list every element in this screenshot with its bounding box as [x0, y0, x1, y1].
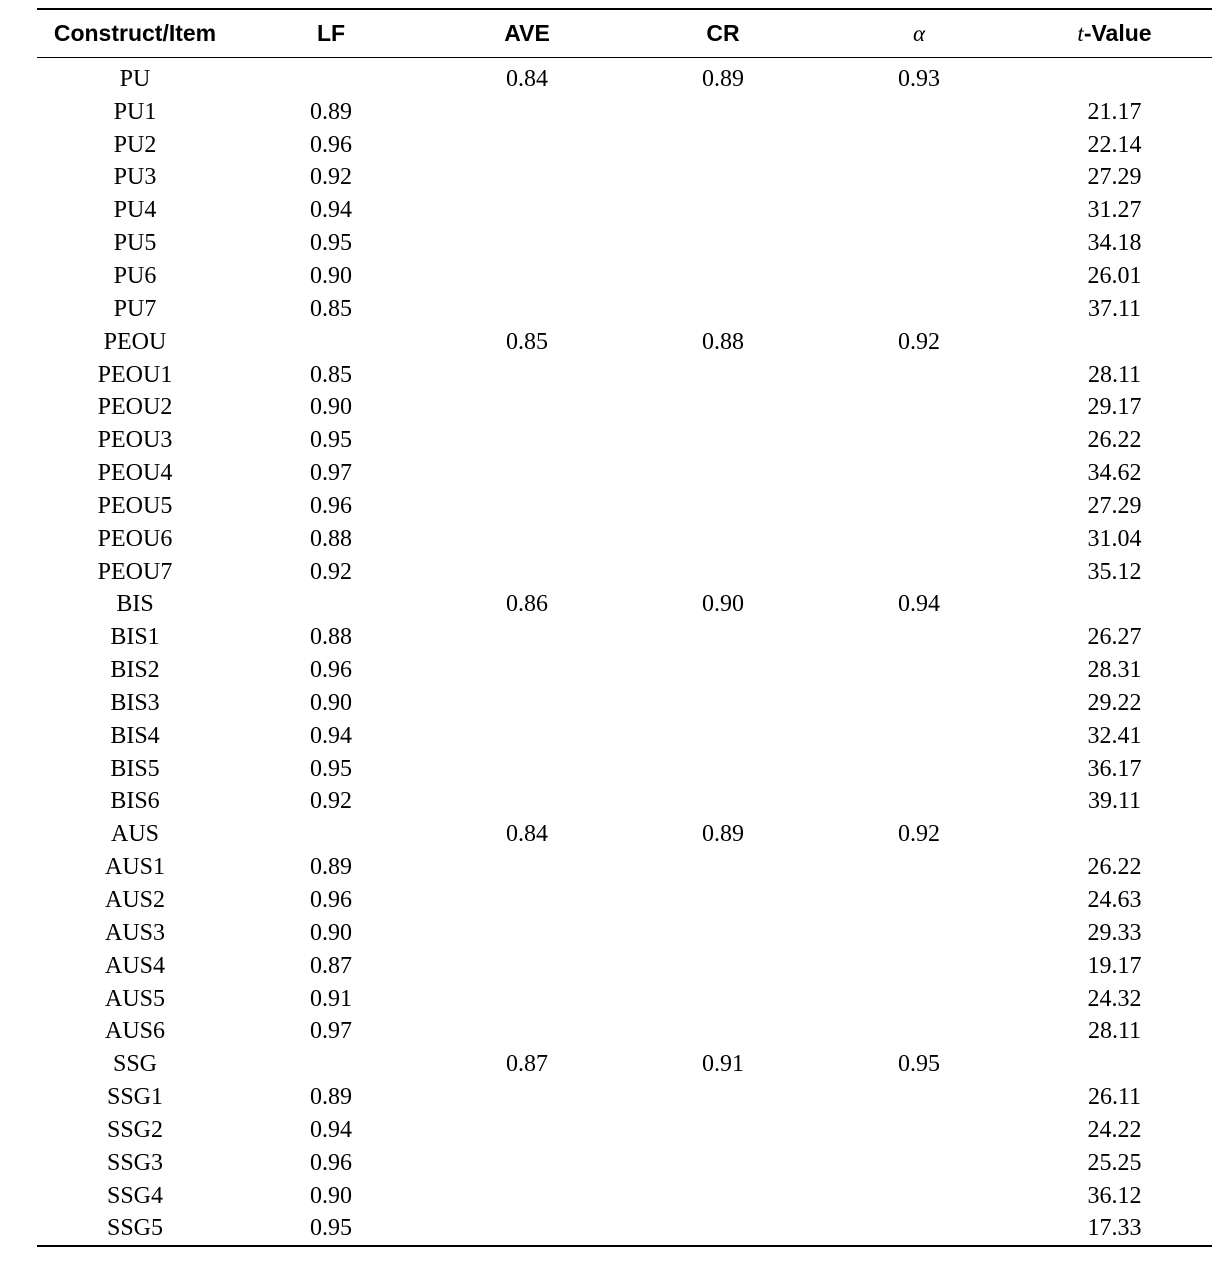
cell-ave [429, 983, 625, 1016]
table-row [37, 556, 1212, 589]
table-row [37, 326, 1212, 359]
header-row [37, 10, 1212, 57]
cell-alpha: 0.92 [898, 328, 940, 355]
table-row [37, 424, 1212, 457]
cell-alpha [821, 359, 1017, 392]
cell-cr [625, 720, 821, 753]
cell-construct: PEOU1 [97, 361, 173, 388]
cell-lf: 0.85 [310, 361, 352, 388]
cell-lf: 0.96 [310, 131, 352, 158]
cell-cr [625, 227, 821, 260]
header-alpha-symbol: α [912, 21, 926, 46]
cell-ave [429, 884, 625, 917]
table-row [37, 1213, 1212, 1246]
table-row [37, 950, 1212, 983]
cell-alpha [821, 523, 1017, 556]
header-cr: CR [706, 20, 740, 46]
cell-cr [625, 1213, 821, 1246]
cell-lf: 0.90 [310, 919, 352, 946]
cell-construct: PEOU7 [97, 558, 173, 585]
table-row [37, 391, 1212, 424]
cell-construct: SSG3 [106, 1149, 164, 1176]
cell-lf: 0.90 [310, 394, 352, 421]
table-row [37, 359, 1212, 392]
cell-t-value: 27.29 [1087, 164, 1142, 191]
table-row [37, 851, 1212, 884]
cell-alpha [821, 129, 1017, 162]
cell-alpha [821, 260, 1017, 293]
cell-ave [429, 1147, 625, 1180]
cell-lf: 0.91 [310, 985, 352, 1012]
cell-construct: AUS1 [104, 854, 165, 881]
cell-ave [429, 227, 625, 260]
cell-alpha [821, 654, 1017, 687]
cell-alpha [821, 391, 1017, 424]
cell-alpha [821, 1180, 1017, 1213]
cell-t-value: 36.17 [1087, 755, 1142, 782]
cell-construct: PU6 [113, 262, 157, 289]
cell-lf [233, 589, 429, 622]
cell-ave [429, 1114, 625, 1147]
table-row [37, 917, 1212, 950]
cell-construct: AUS5 [104, 985, 165, 1012]
cell-alpha [821, 687, 1017, 720]
cell-cr: 0.88 [702, 328, 744, 355]
cell-construct: SSG1 [106, 1084, 164, 1111]
table-row [37, 293, 1212, 326]
cell-ave [429, 621, 625, 654]
cell-lf: 0.96 [310, 492, 352, 519]
table-row [37, 753, 1212, 786]
cell-ave [429, 753, 625, 786]
cell-t-value: 36.12 [1087, 1182, 1142, 1209]
cell-alpha [821, 556, 1017, 589]
cell-t-value: 25.25 [1087, 1149, 1142, 1176]
cell-t-value: 31.04 [1087, 525, 1142, 552]
cell-lf: 0.85 [310, 295, 352, 322]
cell-lf: 0.89 [310, 1084, 352, 1111]
cell-lf: 0.95 [310, 427, 352, 454]
table-body [37, 58, 1212, 1245]
cell-construct: PU1 [113, 98, 157, 125]
cell-cr [625, 753, 821, 786]
cell-cr [625, 917, 821, 950]
cell-ave [429, 1180, 625, 1213]
table-row [37, 227, 1212, 260]
cell-t-value: 26.22 [1087, 854, 1142, 881]
cell-cr [625, 884, 821, 917]
cell-alpha [821, 1114, 1017, 1147]
cell-construct: SSG5 [106, 1215, 164, 1242]
cell-lf: 0.87 [310, 952, 352, 979]
cell-t-value: 39.11 [1087, 788, 1142, 815]
cell-alpha [821, 293, 1017, 326]
cell-ave [429, 391, 625, 424]
cell-alpha [821, 1081, 1017, 1114]
table-row [37, 1114, 1212, 1147]
cell-alpha: 0.95 [898, 1051, 940, 1078]
cell-ave: 0.84 [506, 821, 548, 848]
cell-construct: BIS6 [110, 788, 160, 815]
cell-construct: PEOU2 [97, 394, 173, 421]
cell-cr [625, 851, 821, 884]
cell-construct: PU2 [113, 131, 157, 158]
cell-cr [625, 162, 821, 195]
cell-cr [625, 1015, 821, 1048]
table-row [37, 129, 1212, 162]
cell-construct: PU4 [113, 197, 157, 224]
cell-lf [233, 326, 429, 359]
table-row [37, 818, 1212, 851]
table-row [37, 58, 1212, 96]
measurement-model-table [37, 8, 1212, 1247]
table-row [37, 621, 1212, 654]
cell-construct: AUS [110, 821, 159, 848]
cell-t-value: 34.18 [1087, 230, 1142, 257]
header-construct: Construct/Item [53, 20, 217, 46]
cell-cr [625, 1081, 821, 1114]
cell-ave [429, 1081, 625, 1114]
cell-construct: AUS2 [104, 887, 165, 914]
cell-construct: BIS1 [110, 624, 160, 651]
cell-alpha [821, 786, 1017, 819]
cell-ave [429, 786, 625, 819]
cell-alpha [821, 194, 1017, 227]
cell-ave [429, 194, 625, 227]
cell-ave [429, 260, 625, 293]
cell-lf: 0.96 [310, 657, 352, 684]
table-row [37, 457, 1212, 490]
cell-lf: 0.92 [310, 558, 352, 585]
cell-lf: 0.94 [310, 722, 352, 749]
cell-ave: 0.87 [506, 1051, 548, 1078]
cell-ave [429, 950, 625, 983]
results-table [37, 10, 1212, 57]
cell-t-value: 29.17 [1087, 394, 1142, 421]
cell-construct: PEOU3 [97, 427, 173, 454]
cell-cr [625, 293, 821, 326]
cell-lf [233, 1048, 429, 1081]
cell-t-value: 29.22 [1087, 689, 1142, 716]
cell-construct: AUS3 [104, 919, 165, 946]
cell-alpha [821, 950, 1017, 983]
cell-t-value: 27.29 [1087, 492, 1142, 519]
table-row [37, 1180, 1212, 1213]
cell-construct: PEOU6 [97, 525, 173, 552]
cell-t-value: 24.22 [1087, 1116, 1142, 1143]
table-row [37, 490, 1212, 523]
cell-ave [429, 424, 625, 457]
cell-t-value: 26.27 [1087, 624, 1142, 651]
cell-t-value: 17.33 [1087, 1215, 1142, 1242]
table-row [37, 1048, 1212, 1081]
cell-alpha [821, 96, 1017, 129]
cell-lf: 0.88 [310, 624, 352, 651]
cell-construct: PEOU [103, 328, 167, 355]
cell-lf: 0.92 [310, 788, 352, 815]
table-row [37, 1081, 1212, 1114]
cell-lf: 0.89 [310, 98, 352, 125]
header-ave: AVE [504, 20, 550, 46]
cell-construct: PEOU4 [97, 460, 173, 487]
cell-construct: BIS2 [110, 657, 160, 684]
cell-ave [429, 1015, 625, 1048]
cell-lf: 0.90 [310, 689, 352, 716]
cell-t-value [1017, 326, 1212, 359]
cell-alpha [821, 884, 1017, 917]
cell-cr [625, 129, 821, 162]
cell-ave [429, 457, 625, 490]
table-row [37, 720, 1212, 753]
table-row [37, 1147, 1212, 1180]
cell-construct: PU7 [113, 295, 157, 322]
cell-cr [625, 950, 821, 983]
cell-ave [429, 293, 625, 326]
cell-alpha [821, 621, 1017, 654]
cell-lf [233, 58, 429, 96]
results-table-body [37, 58, 1212, 1245]
cell-alpha [821, 457, 1017, 490]
cell-t-value: 26.01 [1087, 262, 1142, 289]
cell-t-value: 22.14 [1087, 131, 1142, 158]
cell-alpha: 0.93 [898, 65, 940, 92]
cell-construct: PU5 [113, 230, 157, 257]
cell-alpha [821, 720, 1017, 753]
cell-alpha [821, 1147, 1017, 1180]
cell-t-value: 19.17 [1087, 952, 1142, 979]
cell-lf: 0.90 [310, 262, 352, 289]
cell-lf: 0.92 [310, 164, 352, 191]
cell-cr: 0.91 [702, 1051, 744, 1078]
table-row [37, 884, 1212, 917]
table-row [37, 786, 1212, 819]
cell-t-value: 32.41 [1087, 722, 1142, 749]
cell-t-value [1017, 818, 1212, 851]
cell-construct: SSG2 [106, 1116, 164, 1143]
cell-cr [625, 687, 821, 720]
table-row [37, 589, 1212, 622]
cell-alpha [821, 1213, 1017, 1246]
cell-lf: 0.96 [310, 887, 352, 914]
cell-ave [429, 687, 625, 720]
table-row [37, 194, 1212, 227]
cell-lf [233, 818, 429, 851]
header-t-value [1017, 10, 1212, 57]
cell-cr: 0.90 [702, 591, 744, 618]
cell-t-value: 28.31 [1087, 657, 1142, 684]
cell-cr [625, 424, 821, 457]
header-lf: LF [316, 20, 346, 46]
cell-cr [625, 1147, 821, 1180]
cell-ave [429, 490, 625, 523]
cell-t-value: 24.63 [1087, 887, 1142, 914]
cell-lf: 0.94 [310, 197, 352, 224]
cell-ave [429, 129, 625, 162]
cell-t-value: 37.11 [1087, 295, 1142, 322]
cell-cr [625, 983, 821, 1016]
cell-cr [625, 621, 821, 654]
cell-cr: 0.89 [702, 65, 744, 92]
cell-t-value: 26.11 [1087, 1084, 1142, 1111]
cell-construct: PU [119, 65, 151, 92]
cell-construct: PU3 [113, 164, 157, 191]
cell-t-value: 21.17 [1087, 98, 1142, 125]
cell-construct: AUS4 [104, 952, 165, 979]
cell-lf: 0.97 [310, 460, 352, 487]
cell-t-value: 28.11 [1087, 361, 1142, 388]
cell-cr [625, 1114, 821, 1147]
cell-cr [625, 194, 821, 227]
cell-ave [429, 720, 625, 753]
cell-lf: 0.90 [310, 1182, 352, 1209]
table-row [37, 523, 1212, 556]
cell-lf: 0.97 [310, 1018, 352, 1045]
cell-ave [429, 359, 625, 392]
cell-cr [625, 457, 821, 490]
cell-t-value: 35.12 [1087, 558, 1142, 585]
table-row [37, 654, 1212, 687]
table-row [37, 687, 1212, 720]
cell-lf: 0.89 [310, 854, 352, 881]
cell-cr [625, 96, 821, 129]
bottom-rule [37, 1245, 1212, 1247]
cell-alpha [821, 227, 1017, 260]
cell-alpha [821, 162, 1017, 195]
cell-alpha [821, 851, 1017, 884]
cell-alpha: 0.92 [898, 821, 940, 848]
cell-lf: 0.95 [310, 230, 352, 257]
cell-ave [429, 162, 625, 195]
cell-construct: BIS [116, 591, 154, 618]
cell-alpha [821, 917, 1017, 950]
cell-construct: PEOU5 [97, 492, 173, 519]
cell-ave [429, 556, 625, 589]
cell-alpha [821, 1015, 1017, 1048]
cell-cr [625, 260, 821, 293]
table-row [37, 162, 1212, 195]
cell-t-value: 28.11 [1087, 1018, 1142, 1045]
cell-ave: 0.84 [506, 65, 548, 92]
table-row [37, 260, 1212, 293]
header-t-italic: t [1077, 21, 1084, 46]
cell-cr [625, 1180, 821, 1213]
cell-cr [625, 490, 821, 523]
cell-construct: BIS3 [110, 689, 160, 716]
cell-construct: BIS4 [110, 722, 160, 749]
cell-cr: 0.89 [702, 821, 744, 848]
cell-construct: SSG4 [106, 1182, 164, 1209]
cell-t-value: 26.22 [1087, 427, 1142, 454]
cell-t-value: 31.27 [1087, 197, 1142, 224]
cell-lf: 0.88 [310, 525, 352, 552]
cell-t-value [1017, 589, 1212, 622]
cell-ave [429, 654, 625, 687]
cell-alpha [821, 490, 1017, 523]
cell-cr [625, 523, 821, 556]
cell-ave: 0.85 [506, 328, 548, 355]
cell-alpha [821, 753, 1017, 786]
cell-alpha: 0.94 [898, 591, 940, 618]
cell-construct: SSG [112, 1051, 158, 1078]
cell-cr [625, 654, 821, 687]
cell-ave [429, 917, 625, 950]
cell-cr [625, 556, 821, 589]
cell-lf: 0.95 [310, 1215, 352, 1242]
cell-t-value [1017, 1048, 1212, 1081]
cell-cr [625, 391, 821, 424]
cell-construct: BIS5 [110, 755, 160, 782]
cell-lf: 0.94 [310, 1116, 352, 1143]
cell-t-value: 29.33 [1087, 919, 1142, 946]
header-alpha [821, 10, 1017, 57]
cell-cr [625, 786, 821, 819]
cell-alpha [821, 424, 1017, 457]
cell-cr [625, 359, 821, 392]
cell-lf: 0.96 [310, 1149, 352, 1176]
cell-t-value: 34.62 [1087, 460, 1142, 487]
cell-ave [429, 523, 625, 556]
cell-lf: 0.95 [310, 755, 352, 782]
cell-alpha [821, 983, 1017, 1016]
cell-ave: 0.86 [506, 591, 548, 618]
cell-t-value: 24.32 [1087, 985, 1142, 1012]
table-row [37, 983, 1212, 1016]
cell-ave [429, 851, 625, 884]
table-row [37, 1015, 1212, 1048]
cell-ave [429, 96, 625, 129]
cell-construct: AUS6 [104, 1018, 165, 1045]
header-t-suffix: -Value [1083, 20, 1152, 46]
cell-t-value [1017, 58, 1212, 96]
table-row [37, 96, 1212, 129]
cell-ave [429, 1213, 625, 1246]
